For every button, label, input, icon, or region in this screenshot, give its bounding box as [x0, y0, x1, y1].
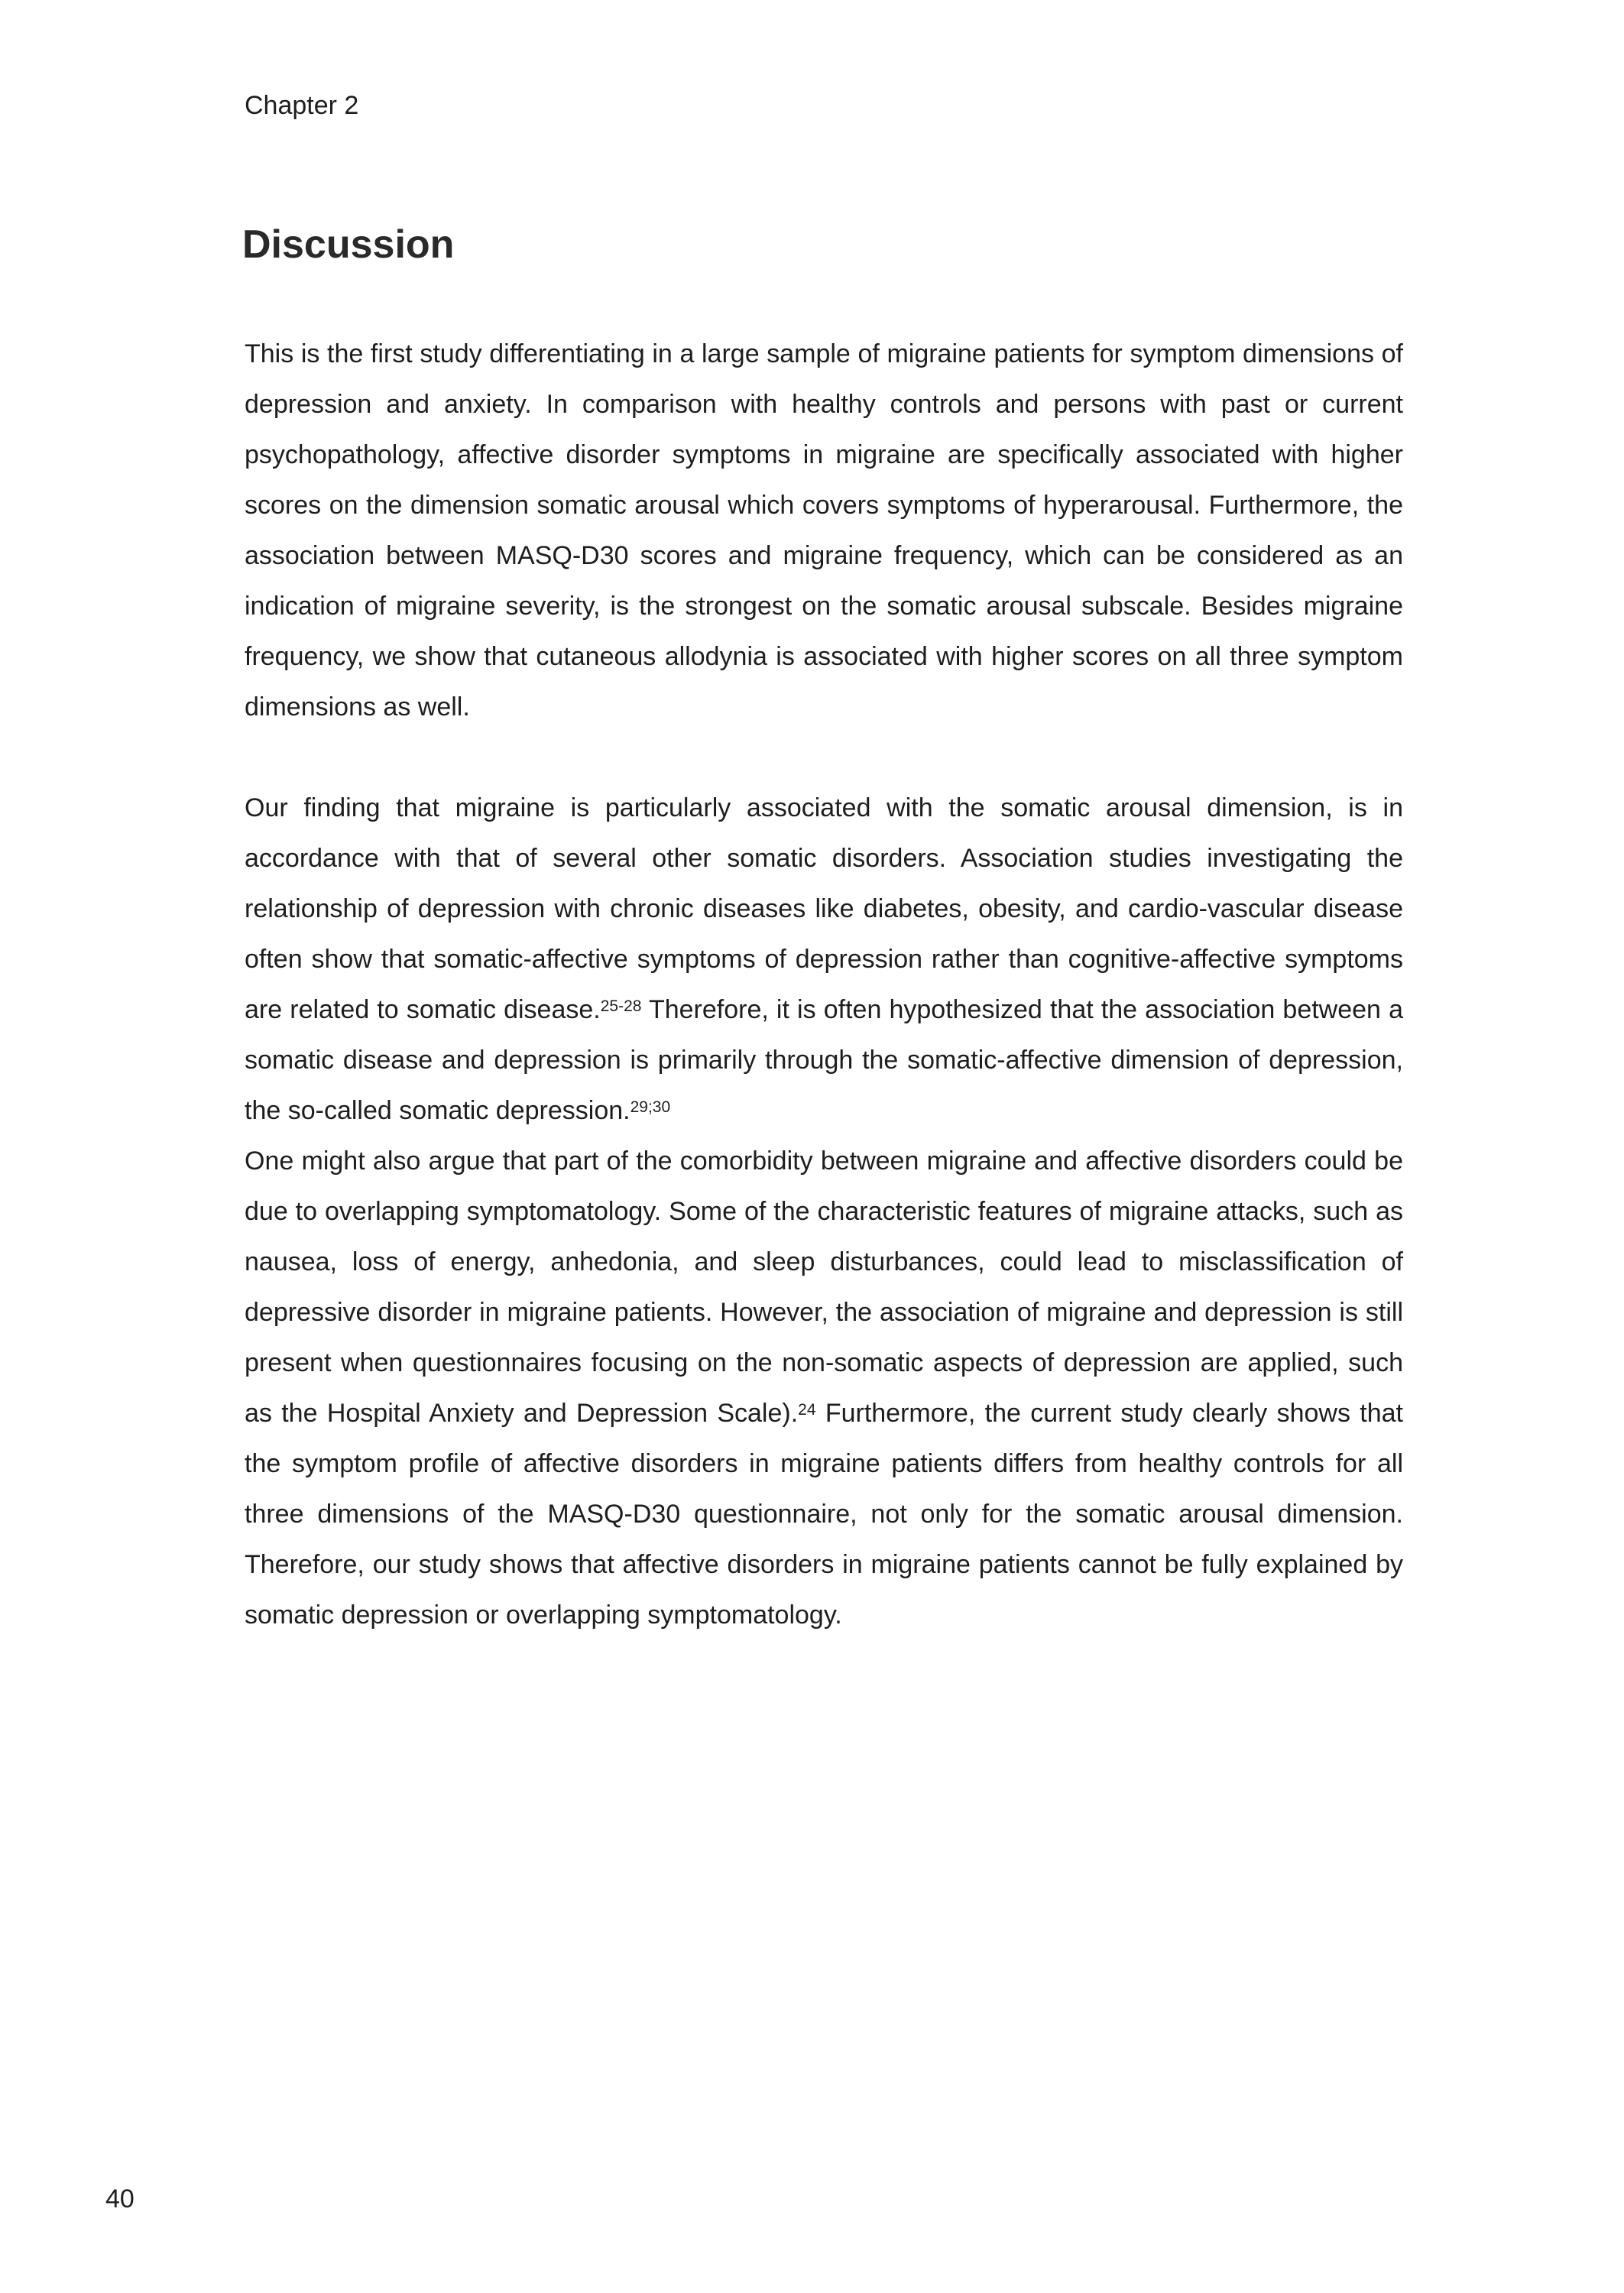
- section-heading: Discussion: [242, 222, 455, 267]
- paragraph: [245, 329, 1403, 732]
- reference-superscript: 24: [798, 1400, 816, 1419]
- reference-superscript: 25-28: [600, 997, 642, 1015]
- text-run: Our finding that migraine is particularly associated with the somatic arousal dimension, is in accordance with that of several other somatic disorders. Association studies investigating the relationship of depression with chronic diseases like diabetes, obesity, and cardio-vascular disease often show that somatic-affective symptoms of depression rather than cognitive-affective symptoms are related to somatic disease.: [245, 793, 1403, 1024]
- body-text: [245, 329, 1403, 1640]
- chapter-header: Chapter 2: [245, 91, 359, 120]
- paragraph: [245, 783, 1403, 1136]
- reference-superscript: 29;30: [630, 1098, 671, 1116]
- text-run: This is the first study differentiating in a large sample of migraine patients for symptom dimensions of depression and anxiety. In comparison with healthy controls and persons with past or current psychopathology, affective disorder symptoms in migraine are specifically associated with higher scores on the dimension somatic arousal which covers symptoms of hyperarousal. Furthermore, the association between MASQ-D30 scores and migraine frequency, which can be considered as an indication of migraine severity, is the strongest on the somatic arousal subscale. Besides migraine frequency, we show that cutaneous allodynia is associated with higher scores on all three symptom dimensions as well.: [245, 339, 1403, 722]
- text-run: Therefore, it is often hypothesized that the association between a somatic disease and depression is primarily through the somatic-affective dimension of depression, the so-called somatic depression.: [245, 995, 1403, 1125]
- paragraph: [245, 1136, 1403, 1640]
- text-run: Furthermore, the current study clearly shows that the symptom profile of affective disorders in migraine patients differs from healthy controls for all three dimensions of the MASQ-D30 questionnaire, not only for the somatic arousal dimension. Therefore, our study shows that affective disorders in migraine patients cannot be fully explained by somatic depression or overlapping symptomatology.: [245, 1399, 1403, 1630]
- text-run: One might also argue that part of the comorbidity between migraine and affective disorders could be due to overlapping symptomatology. Some of the characteristic features of migraine attacks, such as nausea, loss of energy, anhedonia, and sleep disturbances, could lead to misclassification of depressive disorder in migraine patients. However, the association of migraine and depression is still present when questionnaires focusing on the non-somatic aspects of depression are applied, such as the Hospital Anxiety and Depression Scale).: [245, 1146, 1403, 1428]
- page-number: 40: [105, 2184, 135, 2214]
